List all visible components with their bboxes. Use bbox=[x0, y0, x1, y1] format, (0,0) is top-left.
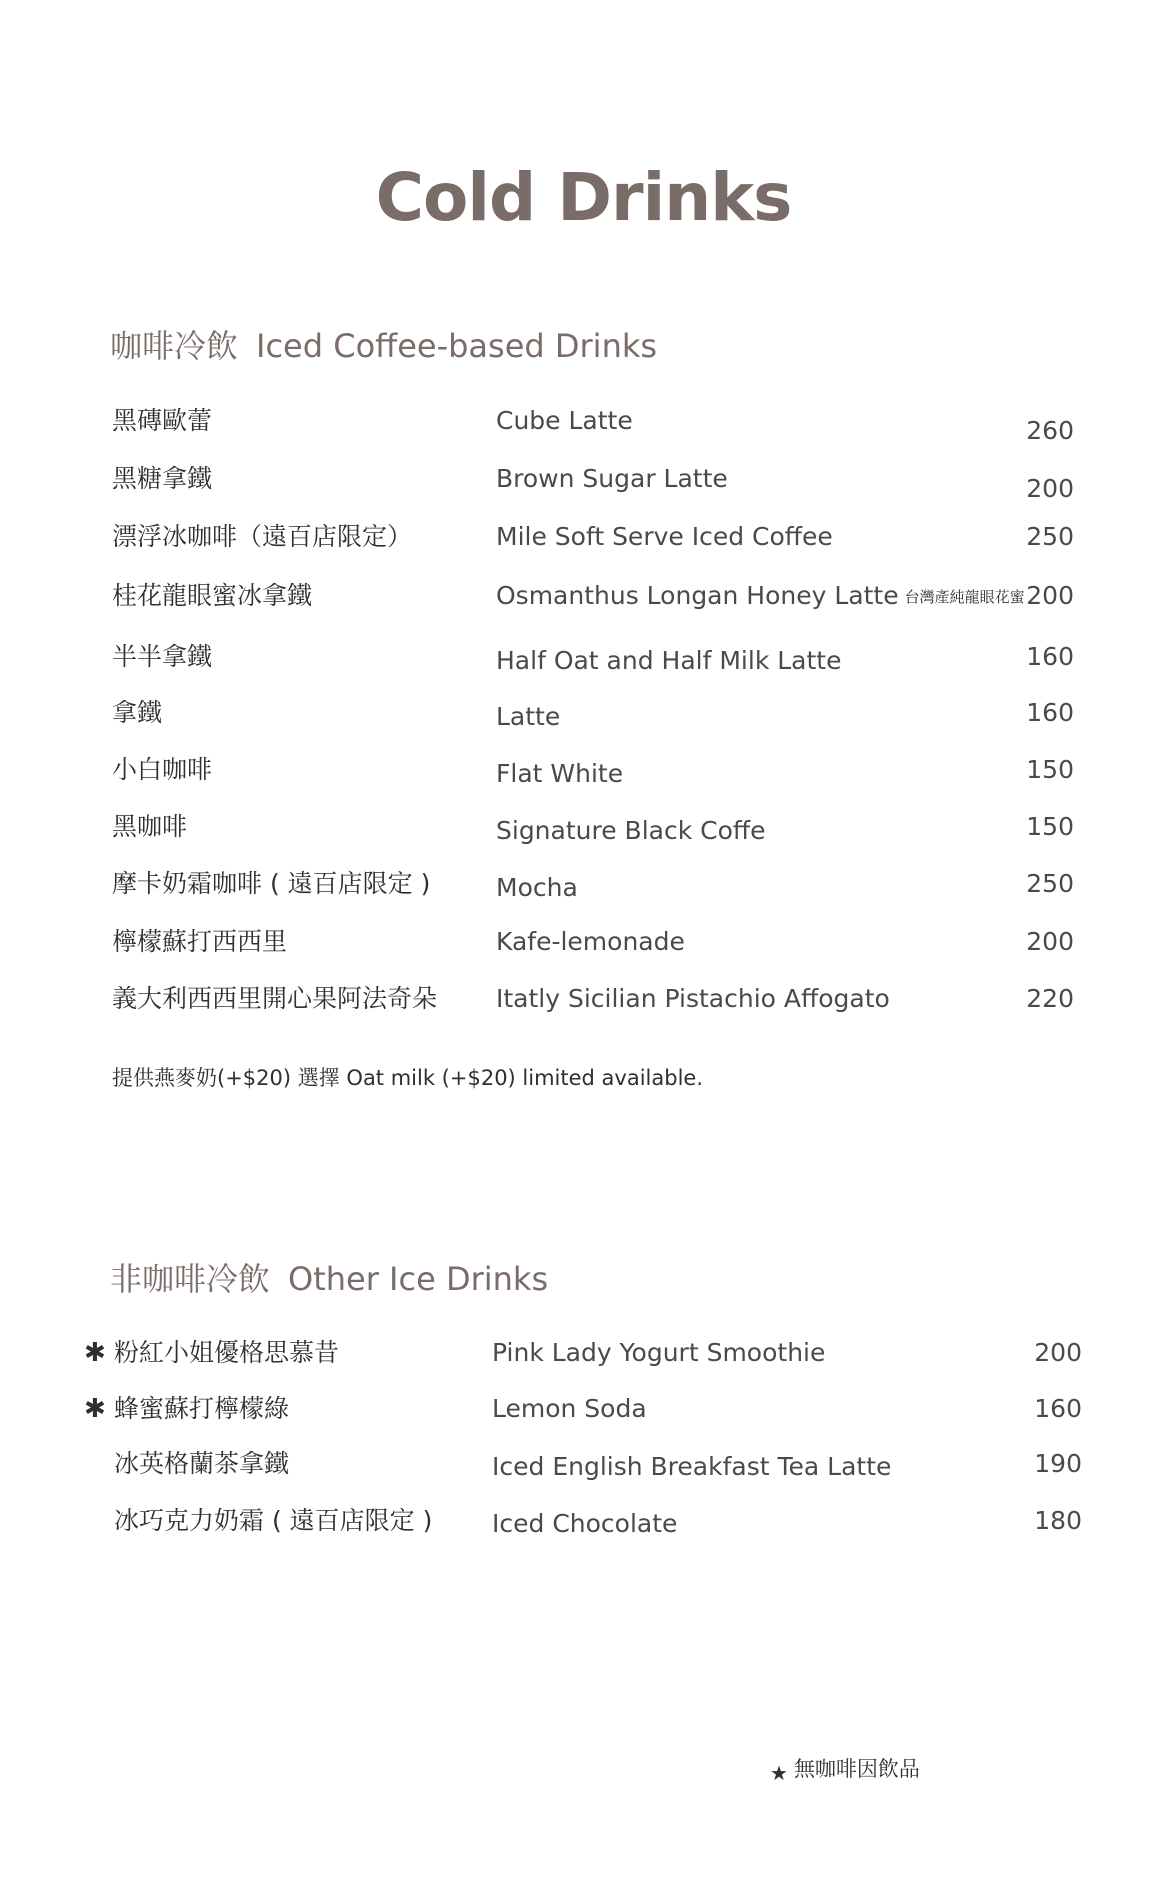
coffee-section-heading bbox=[110, 326, 657, 366]
item-name-en: Pink Lady Yogurt Smoothie bbox=[492, 1338, 826, 1367]
menu-item bbox=[0, 810, 1167, 854]
menu-item bbox=[0, 520, 1167, 564]
coffee-section-heading-zh: 咖啡冷飲 bbox=[110, 327, 239, 365]
menu-item bbox=[0, 753, 1167, 797]
other-section-heading-en: Other Ice Drinks bbox=[288, 1260, 549, 1298]
item-price: 160 bbox=[1026, 642, 1074, 671]
menu-item bbox=[0, 925, 1167, 969]
item-price: 200 bbox=[1026, 474, 1074, 503]
item-name-en: Itatly Sicilian Pistachio Affogato bbox=[496, 984, 890, 1013]
item-price: 250 bbox=[1026, 522, 1074, 551]
item-name-zh: 粉紅小姐優格思慕昔 bbox=[114, 1338, 340, 1367]
item-name-zh: 半半拿鐵 bbox=[112, 642, 213, 671]
item-price: 200 bbox=[1034, 1338, 1082, 1367]
item-price: 160 bbox=[1026, 698, 1074, 727]
item-name-en: Iced English Breakfast Tea Latte bbox=[492, 1452, 892, 1481]
item-name-zh: 拿鐵 bbox=[112, 698, 163, 727]
menu-item bbox=[0, 640, 1167, 684]
caffeine-free-star-icon: ✱ bbox=[84, 1338, 106, 1368]
item-name-en: Brown Sugar Latte bbox=[496, 464, 728, 493]
caffeine-free-star-icon: ✱ bbox=[84, 1394, 106, 1424]
item-name-en bbox=[496, 579, 1025, 614]
item-price: 150 bbox=[1026, 755, 1074, 784]
item-name-zh: 義大利西西里開心果阿法奇朵 bbox=[112, 984, 438, 1013]
item-name-zh: 黑咖啡 bbox=[112, 812, 188, 841]
menu-item bbox=[0, 1392, 1167, 1436]
item-name-zh: 蜂蜜蘇打檸檬綠 bbox=[114, 1394, 290, 1423]
item-price: 200 bbox=[1026, 927, 1074, 956]
item-price: 160 bbox=[1034, 1394, 1082, 1423]
item-price: 190 bbox=[1034, 1449, 1082, 1478]
item-price: 150 bbox=[1026, 812, 1074, 841]
menu-item bbox=[0, 1504, 1167, 1548]
page-title: Cold Drinks bbox=[375, 159, 792, 236]
menu-item bbox=[0, 404, 1167, 448]
item-name-en: Signature Black Coffe bbox=[496, 816, 766, 845]
item-price: 180 bbox=[1034, 1506, 1082, 1535]
item-name-zh: 黑糖拿鐵 bbox=[112, 464, 213, 493]
item-name-en: Latte bbox=[496, 702, 561, 731]
caffeine-free-legend bbox=[770, 1754, 920, 1788]
legend-text: 無咖啡因飲品 bbox=[793, 1757, 920, 1781]
menu-item bbox=[0, 982, 1167, 1026]
item-name-zh: 黑磚歐蕾 bbox=[112, 406, 213, 435]
oat-milk-note: 提供燕麥奶(+$20) 選擇 Oat milk (+$20) limited available. bbox=[112, 1066, 704, 1090]
legend-star-icon: ★ bbox=[770, 1761, 788, 1785]
item-name-en: Kafe-lemonade bbox=[496, 927, 685, 956]
item-price: 220 bbox=[1026, 984, 1074, 1013]
menu-item bbox=[0, 1447, 1167, 1491]
item-name-zh: 冰英格蘭茶拿鐵 bbox=[114, 1449, 290, 1478]
item-name-en: Cube Latte bbox=[496, 406, 633, 435]
other-section-heading bbox=[110, 1259, 548, 1299]
item-name-en: Iced Chocolate bbox=[492, 1509, 678, 1538]
item-name-zh: 漂浮冰咖啡（遠百店限定） bbox=[112, 522, 413, 551]
menu-item bbox=[0, 696, 1167, 740]
item-name-en: Lemon Soda bbox=[492, 1394, 647, 1423]
item-name-zh: 檸檬蘇打西西里 bbox=[112, 927, 288, 956]
item-name-en: Half Oat and Half Milk Latte bbox=[496, 646, 842, 675]
menu-item bbox=[0, 579, 1167, 623]
item-price: 250 bbox=[1026, 869, 1074, 898]
menu-item bbox=[0, 462, 1167, 506]
item-name-zh: 冰巧克力奶霜 ( 遠百店限定 ) bbox=[114, 1506, 433, 1535]
item-note: 台灣產純龍眼花蜜 bbox=[904, 588, 1025, 606]
menu-item bbox=[0, 867, 1167, 911]
other-section-heading-zh: 非咖啡冷飲 bbox=[110, 1260, 271, 1298]
coffee-section-heading-en: Iced Coffee-based Drinks bbox=[256, 327, 658, 365]
item-name-zh: 小白咖啡 bbox=[112, 755, 213, 784]
item-price: 260 bbox=[1026, 416, 1074, 445]
item-price: 200 bbox=[1026, 581, 1074, 610]
item-name-en-text: Osmanthus Longan Honey Latte bbox=[496, 581, 899, 610]
menu-item bbox=[0, 1336, 1167, 1380]
item-name-en: Flat White bbox=[496, 759, 624, 788]
item-name-zh: 桂花龍眼蜜冰拿鐵 bbox=[112, 581, 313, 610]
item-name-en: Mile Soft Serve Iced Coffee bbox=[496, 522, 833, 551]
item-name-en: Mocha bbox=[496, 873, 578, 902]
item-name-zh: 摩卡奶霜咖啡 ( 遠百店限定 ) bbox=[112, 869, 431, 898]
